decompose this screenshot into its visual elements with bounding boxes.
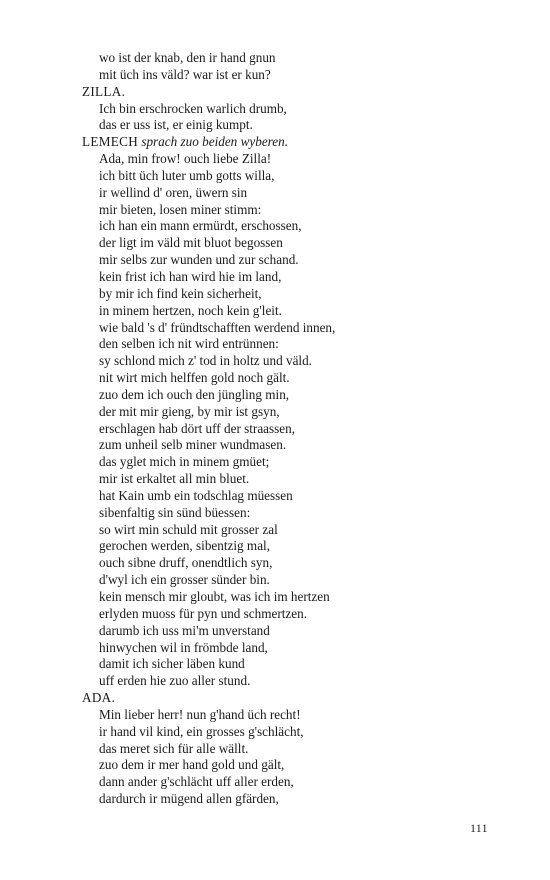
verse-line: zuo dem ir mer hand gold und gält, xyxy=(99,757,285,773)
verse-line: in minem hertzen, noch kein g'leit. xyxy=(99,302,282,318)
verse-line: damit ich sicher läben kund xyxy=(99,656,245,672)
verse-line: Min lieber herr! nun g'hand üch recht! xyxy=(99,706,301,722)
verse-line: darumb ich uss mi'm unverstand xyxy=(99,622,270,638)
speaker-line xyxy=(82,84,482,101)
play-text xyxy=(82,50,482,808)
verse-line: uff erden hie zuo aller stund. xyxy=(99,673,251,689)
verse-line: zuo dem ich ouch den jüngling min, xyxy=(99,386,290,402)
speaker-name: LEMECH xyxy=(82,134,139,150)
verse-line: sibenfaltig sin sünd büessen: xyxy=(99,504,251,520)
verse-line: mir selbs zur wunden und zur schand. xyxy=(99,252,299,268)
verse-line: das er uss ist, er einig kumpt. xyxy=(99,117,253,133)
verse-line: zum unheil selb miner wundmasen. xyxy=(99,437,287,453)
verse-line: mit üch ins väld? war ist er kun? xyxy=(99,66,271,82)
verse-line: Ich bin erschrocken warlich drumb, xyxy=(99,100,287,116)
verse-line: kein mensch mir gloubt, was ich im hertzen xyxy=(99,589,330,604)
stage-direction: sprach zuo beiden wyberen. xyxy=(141,134,289,150)
verse-line: erschlagen hab dört uff der straassen, xyxy=(99,420,296,436)
verse-line: gerochen werden, sibentzig mal, xyxy=(99,538,271,554)
verse-line: hat Kain umb ein todschlag müessen xyxy=(99,487,293,503)
verse-line: das meret sich für alle wällt. xyxy=(99,740,249,756)
verse-line: das yglet mich in minem gmüet; xyxy=(99,454,270,470)
verse-line: by mir ich find kein sicherheit, xyxy=(99,285,262,301)
verse-line: ir hand vil kind, ein grosses g'schlächt, xyxy=(99,723,304,739)
verse-line: so wirt min schuld mit grosser zal xyxy=(99,521,278,537)
verse-line: hinwychen wil in frömbde land, xyxy=(99,639,268,655)
speaker-name: ADA. xyxy=(82,690,116,706)
verse-line: erlyden muoss für pyn und schmertzen. xyxy=(99,605,308,621)
verse-line: sy schlond mich z' tod in holtz und väld. xyxy=(99,353,312,369)
speaker-line xyxy=(82,690,482,707)
speaker-line xyxy=(82,134,482,151)
verse-line: der ligt im väld mit bluot begossen xyxy=(99,235,283,251)
speaker-name: ZILLA. xyxy=(82,83,126,99)
verse-line: dann ander g'schlächt uff aller erden, xyxy=(99,774,294,790)
page-number: 111 xyxy=(470,823,488,835)
verse-line: wie bald 's d' fründtschafften werdend innen, xyxy=(99,319,336,335)
verse-line: ir wellind d' oren, üwern sin xyxy=(99,184,248,200)
verse-line: Ada, min frow! ouch liebe Zilla! xyxy=(99,151,272,167)
verse-line: d'wyl ich ein grosser sünder bin. xyxy=(99,572,270,588)
verse-line: mir ist erkaltet all min bluet. xyxy=(99,471,250,487)
verse-line: ich han ein mann ermürdt, erschossen, xyxy=(99,218,302,234)
verse-line: nit wirt mich helffen gold noch gält. xyxy=(99,370,290,386)
verse-line: der mit mir gieng, by mir ist gsyn, xyxy=(99,403,280,419)
verse-line: ouch sibne druff, onendtlich syn, xyxy=(99,555,273,571)
verse-line: mir bieten, losen miner stimm: xyxy=(99,201,262,217)
verse-line: dardurch ir mügend allen gfärden, xyxy=(99,791,279,807)
verse-line: den selben ich nit wird entrünnen: xyxy=(99,336,279,352)
verse-line: kein frist ich han wird hie im land, xyxy=(99,268,282,284)
verse-line: wo ist der knab, den ir hand gnun xyxy=(99,50,276,65)
verse-line: ich bitt üch luter umb gotts willa, xyxy=(99,167,275,183)
